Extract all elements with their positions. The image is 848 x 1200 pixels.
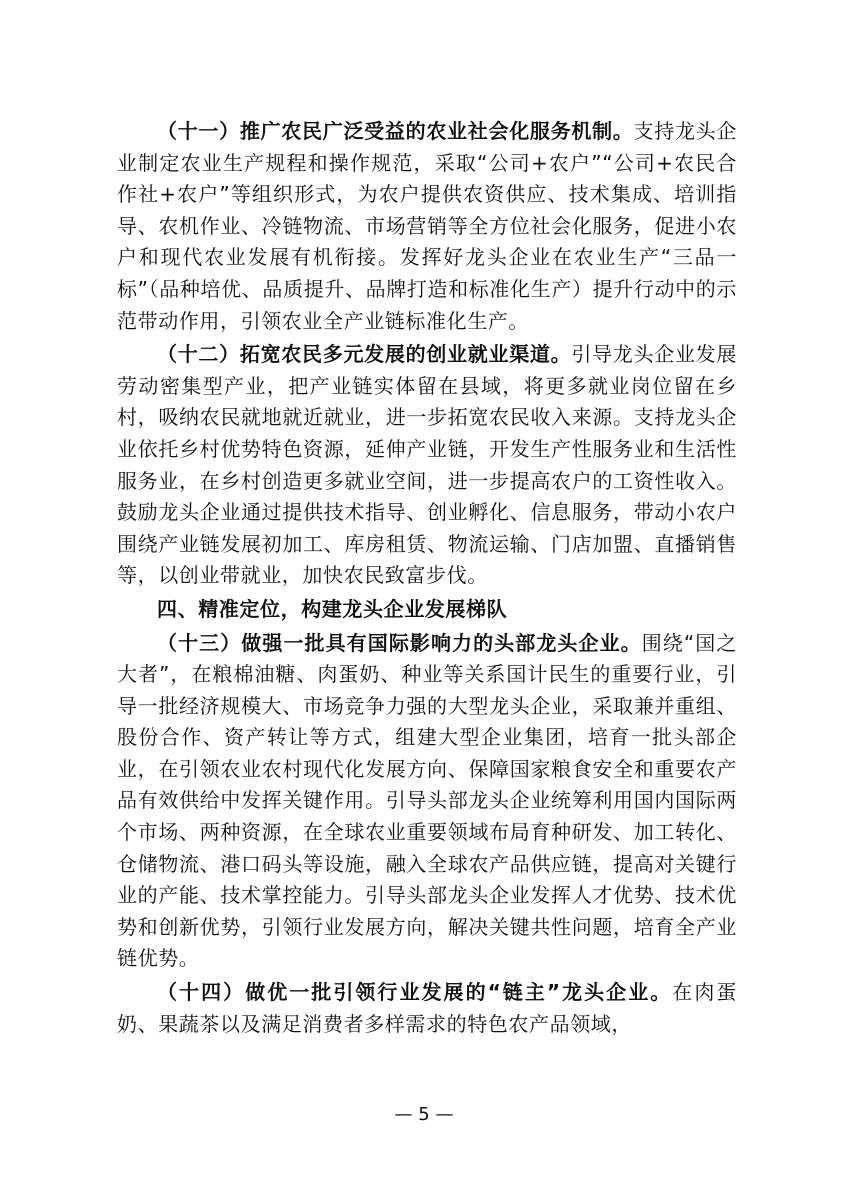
paragraph-11 xyxy=(117,116,737,337)
section-heading-4: 四、精准定位，构建龙头企业发展梯队 xyxy=(157,596,508,621)
paragraph-12-lead: （十二）拓宽农民多元发展的创业就业渠道。 xyxy=(157,342,572,367)
paragraph-13-lead: （十三）做强一批具有国际影响力的头部龙头企业。 xyxy=(157,630,642,655)
paragraph-12-body: 引导龙头企业发展劳动密集型产业，把产业链实体留在县域，将更多就业岗位留在乡村，吸纳农民就地就近就业，进一步拓宽农民收入来源。支持龙头企业依托乡村优势特色资源，延伸产业链，开发生产性服务业和生活性服务业，在乡村创造更多就业空间，进一步提高农户的工资性收入。鼓励龙头企业通过提供技术指导、创业孵化、信息服务，带动小农户围绕产业链发展初加工、库房租赁、物流运输、门店加盟、直播销售等，以创业带就业，加快农民致富步伐。 xyxy=(117,342,738,588)
paragraph-12 xyxy=(117,339,737,592)
paragraph-13-body: 围绕“国之大者”，在粮棉油糖、肉蛋奶、种业等关系国计民生的重要行业，引导一批经济规模大、市场竞争力强的大型龙头企业，采取兼并重组、股份合作、资产转让等方式，组建大型企业集团，培育一批头部企业，在引领农业农村现代化发展方向、保障国家粮食安全和重要农产品有效供给中发挥关键作用。引导头部龙头企业统筹利用国内国际两个市场、两种资源，在全球农业重要领域布局育种研发、加工转化、仓储物流、港口码头等设施，融入全球农产品供应链，提高对关键行业的产能、技术掌控能力。引导头部龙头企业发挥人才优势、技术优势和创新优势，引领行业发展方向，解决关键共性问题，培育全产业链优势。 xyxy=(117,630,737,971)
document-page xyxy=(117,116,737,1040)
page-number: — 5 — xyxy=(394,1104,454,1125)
paragraph-13 xyxy=(117,628,737,976)
paragraph-11-body: 支持龙头企业制定农业生产规程和操作规范，采取“公司+农户”“公司+农民合作社+农户”等组织形式，为农户提供农资供应、技术集成、培训指导、农机作业、冷链物流、市场营销等全方位社会化服务，促进小农户和现代农业发展有机衔接。发挥好龙头企业在农业生产“三品一标”（品种培优、品质提升、品牌打造和标准化生产）提升行动中的示范带动作用，引领农业全产业链标准化生产。 xyxy=(117,119,737,333)
paragraph-14-lead: （十四）做优一批引领行业发展的“链主”龙头企业。 xyxy=(157,980,673,1005)
paragraph-14 xyxy=(117,977,737,1040)
paragraph-11-lead: （十一）推广农民广泛受益的农业社会化服务机制。 xyxy=(157,119,634,143)
paragraph-14-body: 在肉蛋奶、果蔬茶以及满足消费者多样需求的特色农产品领域， xyxy=(117,980,737,1036)
